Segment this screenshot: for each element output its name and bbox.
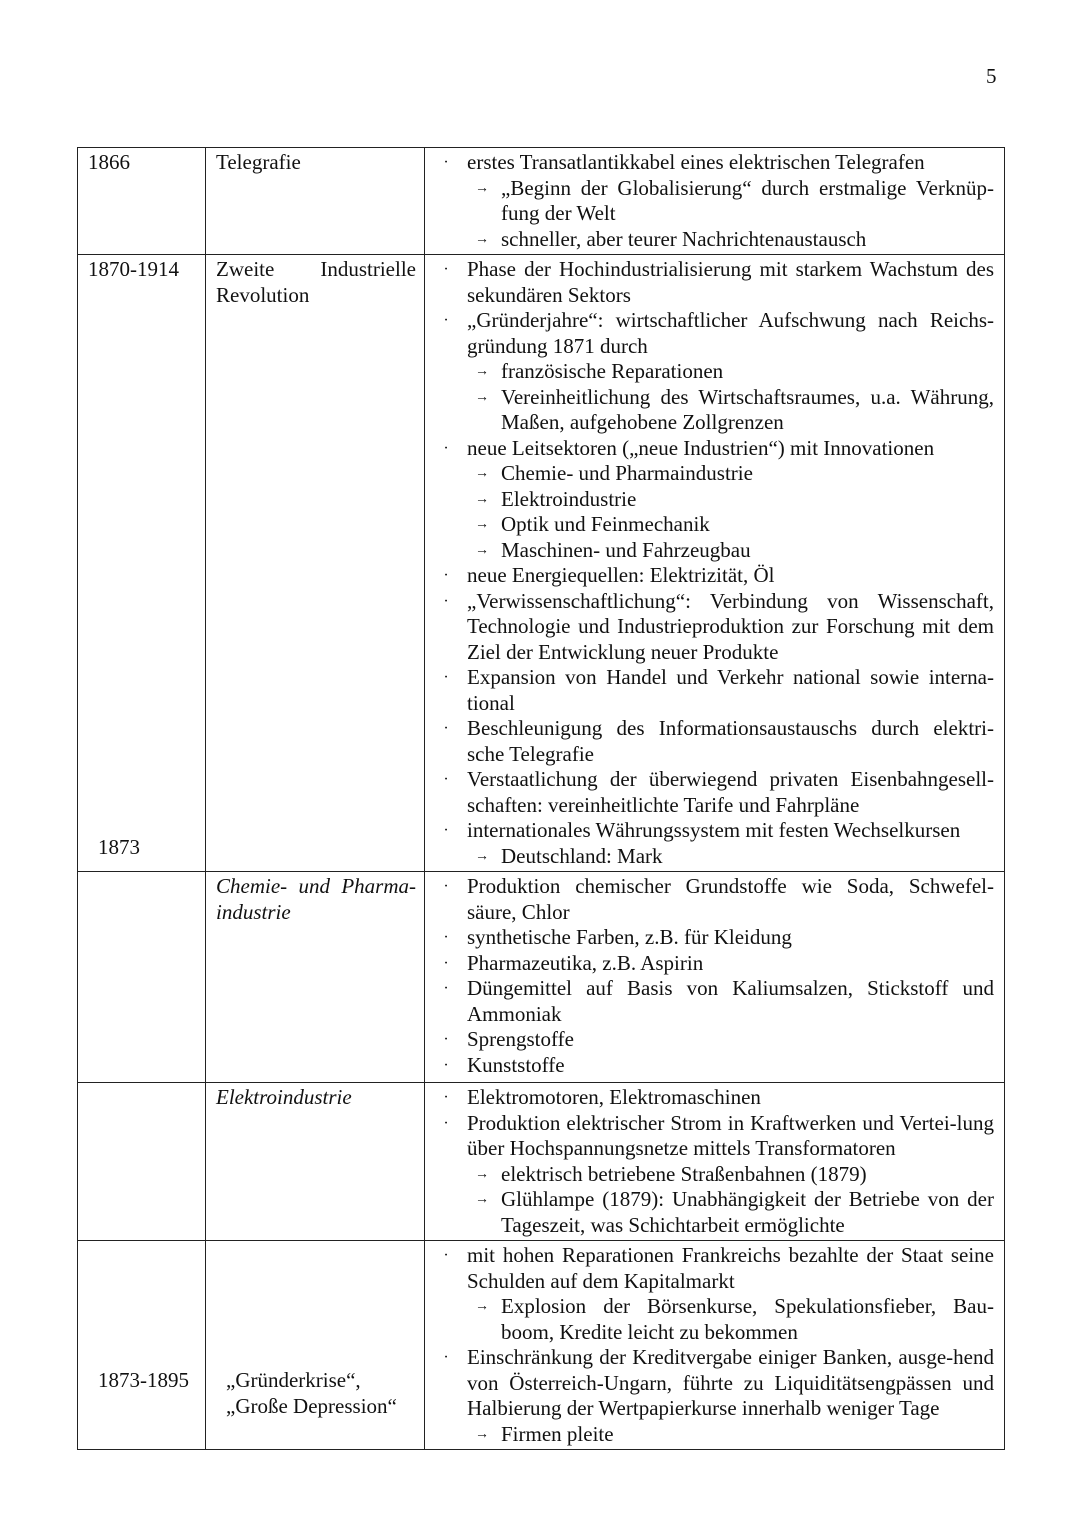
arrow-text: Explosion der Börsenkurse, Spekulationsfieber, Bau-boom, Kredite leicht zu bekommen [501, 1294, 994, 1344]
arrow-icon: → [475, 1166, 489, 1182]
arrow-item [425, 1187, 994, 1238]
arrow-text: elektrisch betriebene Straßenbahnen (1879) [501, 1161, 867, 1186]
bullet-text: Beschleunigung des Informationsaustauschs durch elektri-sche Telegrafie [467, 716, 994, 766]
bullet-item [425, 563, 994, 589]
arrow-item [425, 1162, 994, 1188]
table-row [78, 148, 1005, 255]
bullet-item [425, 1345, 994, 1422]
bullet-text: internationales Währungssystem mit festen Wechselkursen [467, 818, 961, 842]
arrow-text: Vereinheitlichung des Wirtschaftsraumes, u.a. Währung, Maßen, aufgehobene Zollgrenzen [501, 384, 994, 434]
table-row [78, 872, 1005, 1083]
topic-cell [206, 872, 425, 1083]
arrow-item [425, 487, 994, 513]
bullet-icon: · [443, 1114, 449, 1132]
bullet-text: mit hohen Reparationen Frankreichs bezahlte der Staat seine Schulden auf dem Kapitalmarkt [467, 1243, 994, 1293]
bullet-icon: · [443, 312, 449, 329]
topic-cell [206, 1083, 425, 1241]
bullet-text: „Gründerjahre“: wirtschaftlicher Aufschwung nach Reichs-gründung 1871 durch [467, 308, 994, 358]
bullet-icon: · [443, 592, 449, 610]
indent-spacer [425, 1422, 467, 1448]
indent-spacer [425, 487, 467, 513]
bullet-text: Produktion elektrischer Strom in Kraftwerken und Vertei-lung über Hochspannungsnetze mittels Transformatoren [467, 1110, 994, 1160]
bullet-text: neue Leitsektoren („neue Industrien“) mit Innovationen [467, 435, 935, 460]
year-cell [78, 1241, 206, 1450]
year-cell [78, 1083, 206, 1241]
arrow-icon: → [475, 389, 489, 405]
bullet-item [425, 150, 994, 176]
bullet-item [425, 1027, 994, 1053]
bullet-icon: · [443, 954, 449, 972]
arrow-icon: → [475, 1299, 489, 1314]
arrow-item [425, 385, 994, 436]
arrow-text: Firmen pleite [501, 1421, 614, 1446]
bullet-item [425, 257, 994, 308]
indent-spacer [425, 227, 467, 253]
bullet-icon: · [443, 1056, 449, 1074]
arrow-item [425, 512, 994, 538]
bullet-text: Kunststoffe [467, 1052, 565, 1077]
bullet-icon: · [443, 771, 449, 788]
year-text: 1873-1895 [98, 1368, 189, 1392]
arrow-icon: → [475, 231, 489, 247]
bullet-text: Verstaatlichung der überwiegend privaten Eisenbahngesell-schaften: vereinheitlichte Tarife und Fahrpläne [467, 767, 994, 817]
bullet-icon: · [443, 567, 449, 584]
history-table [77, 147, 1005, 1450]
arrow-icon: → [475, 1426, 489, 1442]
indent-spacer [425, 1294, 467, 1345]
indent-spacer [425, 844, 467, 870]
bullet-text: Expansion von Handel und Verkehr national sowie interna-tional [467, 665, 994, 715]
bullet-icon: · [443, 929, 449, 946]
indent-spacer [425, 538, 467, 564]
bullet-item [425, 665, 994, 716]
indent-spacer [425, 461, 467, 487]
bullet-text: Düngemittel auf Basis von Kaliumsalzen, Stickstoff und Ammoniak [467, 976, 994, 1026]
bullet-text: neue Energiequellen: Elektrizität, Öl [467, 563, 775, 587]
topic-text: Chemie- und Pharma- industrie [216, 874, 416, 924]
arrow-text: Optik und Feinmechanik [501, 512, 710, 536]
year-cell [78, 148, 206, 255]
bullet-icon: · [443, 720, 449, 737]
bullet-icon: · [443, 1349, 449, 1366]
topic-cell [206, 148, 425, 255]
table-row [78, 1083, 1005, 1241]
indent-spacer [425, 512, 467, 538]
bullet-item [425, 976, 994, 1027]
year-text [78, 1083, 205, 1085]
topic-text: Zweite Industrielle Revolution [216, 257, 416, 307]
description-cell [425, 1241, 1005, 1450]
bullet-item [425, 767, 994, 818]
arrow-text: Maschinen- und Fahrzeugbau [501, 537, 751, 562]
bullet-item [425, 589, 994, 666]
table-row [78, 1241, 1005, 1450]
topic-text: Elektroindustrie [216, 1085, 352, 1109]
arrow-text: Glühlampe (1879): Unabhängigkeit der Betriebe von der Tageszeit, was Schichtarbeit ermöglichte [501, 1187, 994, 1237]
description-cell [425, 872, 1005, 1083]
bullet-item [425, 1243, 994, 1294]
bullet-text: Pharmazeutika, z.B. Aspirin [467, 950, 704, 975]
bullet-text: Produktion chemischer Grundstoffe wie Soda, Schwefel-säure, Chlor [467, 874, 994, 924]
bullet-icon: · [443, 669, 449, 686]
indent-spacer [425, 385, 467, 436]
arrow-icon: → [475, 848, 489, 864]
year-text: 1870-1914 [88, 257, 179, 281]
arrow-item [425, 1422, 994, 1448]
bullet-item [425, 436, 994, 462]
bullet-item [425, 925, 994, 951]
bullet-text: synthetische Farben, z.B. für Kleidung [467, 925, 792, 949]
bullet-item [425, 308, 994, 359]
bullet-text: Einschränkung der Kreditvergabe einiger Banken, ausge-hend von Österreich-Ungarn, führte zu Liquiditätsengpässen und Halbierung der Wertpapierkurse innerhalb weniger Tage [467, 1345, 994, 1420]
bullet-text: „Verwissenschaftlichung“: Verbindung von Wissenschaft, Technologie und Industrieproduktion zur Forschung mit dem Ziel der Entwicklung neuer Produkte [467, 588, 994, 664]
indent-spacer [425, 359, 467, 385]
description-cell [425, 1083, 1005, 1241]
arrow-item [425, 461, 994, 487]
bullet-icon: · [443, 1089, 449, 1106]
topic-cell [206, 1241, 425, 1450]
arrow-item [425, 1294, 994, 1345]
bullet-icon: · [443, 261, 449, 278]
bullet-icon: · [443, 1031, 449, 1048]
bullet-icon: · [443, 878, 449, 895]
topic-text: Telegrafie [216, 150, 301, 174]
year-text-secondary: 1873 [98, 835, 140, 859]
arrow-item [425, 538, 994, 564]
bullet-item [425, 1111, 994, 1162]
indent-spacer [425, 1187, 467, 1238]
bullet-item [425, 818, 994, 844]
indent-spacer [425, 1162, 467, 1188]
arrow-text: Deutschland: Mark [501, 843, 663, 868]
bullet-item [425, 951, 994, 977]
arrow-icon: → [475, 491, 489, 507]
bullet-icon: · [443, 154, 449, 171]
arrow-text: Elektroindustrie [501, 486, 637, 511]
year-text [78, 872, 205, 874]
arrow-icon: → [475, 517, 489, 532]
bullet-text: Elektromotoren, Elektromaschinen [467, 1085, 761, 1109]
indent-spacer [425, 176, 467, 227]
arrow-item [425, 176, 994, 227]
description-cell [425, 255, 1005, 872]
arrow-icon: → [475, 180, 489, 196]
topic-cell [206, 255, 425, 872]
year-text: 1866 [88, 150, 130, 174]
arrow-text: „Beginn der Globalisierung“ durch erstmalige Verknüp-fung der Welt [501, 175, 994, 225]
bullet-icon: · [443, 980, 449, 997]
bullet-icon: · [443, 822, 449, 839]
year-cell [78, 872, 206, 1083]
bullet-item [425, 1053, 994, 1079]
arrow-item [425, 844, 994, 870]
bullet-item [425, 716, 994, 767]
arrow-icon: → [475, 542, 489, 558]
arrow-text: französische Reparationen [501, 359, 724, 383]
description-cell [425, 148, 1005, 255]
arrow-text: Chemie- und Pharmaindustrie [501, 461, 753, 485]
arrow-icon: → [475, 466, 489, 481]
bullet-text: erstes Transatlantikkabel eines elektrischen Telegrafen [467, 150, 925, 174]
year-cell [78, 255, 206, 872]
bullet-icon: · [443, 439, 449, 457]
topic-text: „Gründerkrise“, „Große Depression“ [226, 1368, 397, 1418]
bullet-item [425, 1085, 994, 1111]
arrow-item [425, 227, 994, 253]
table-row [78, 255, 1005, 872]
arrow-icon: → [475, 1192, 489, 1207]
bullet-text: Phase der Hochindustrialisierung mit starkem Wachstum des sekundären Sektors [467, 257, 994, 307]
arrow-icon: → [475, 364, 489, 379]
bullet-item [425, 874, 994, 925]
arrow-text: schneller, aber teurer Nachrichtenaustausch [501, 226, 867, 251]
bullet-text: Sprengstoffe [467, 1027, 574, 1051]
arrow-item [425, 359, 994, 385]
bullet-icon: · [443, 1247, 449, 1264]
page-number: 5 [986, 64, 997, 88]
